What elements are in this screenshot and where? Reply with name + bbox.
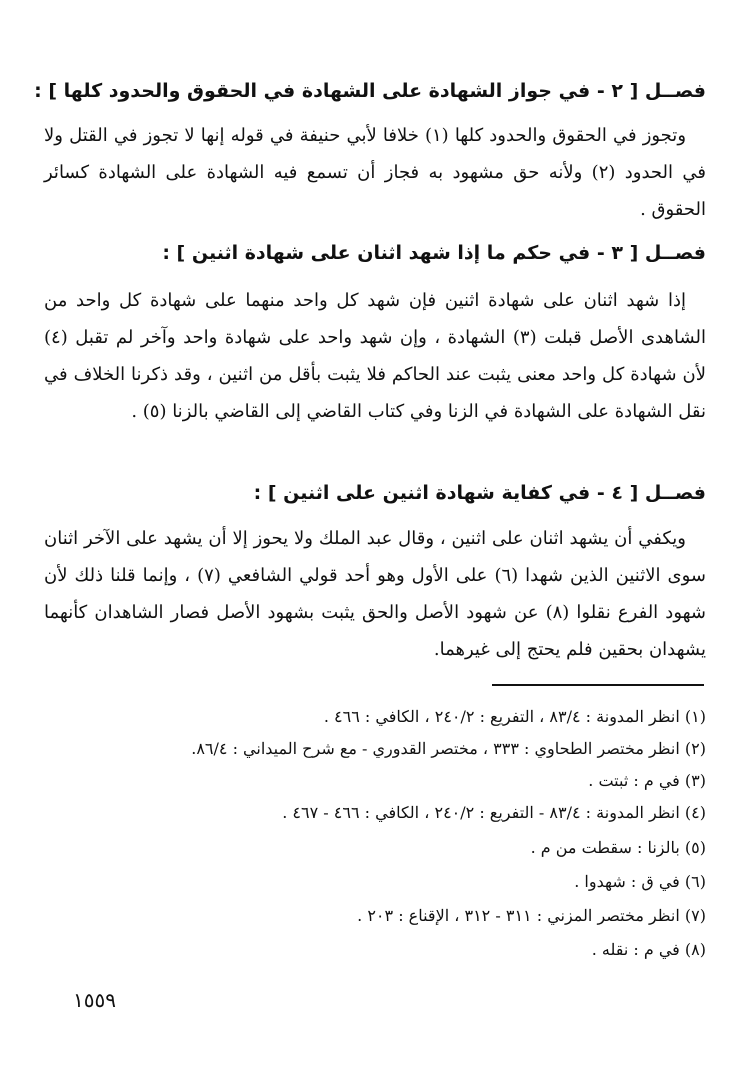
section-body-3: إذا شهد اثنان على شهادة اثنين فإن شهد كل واحد منهما على شهادة كل واحد من الشاهدى الأصل قبلت (٣) الشهادة ، وإن شهد واحد على شهادة واحد وآخر لم تقبل (٤) لأن شهادة كل واحد معنى يثبت عند الحاكم فلا يثبت بأقل من اثنين ، وقد ذكرنا الخلاف في نقل الشهادة على الشهادة في الزنا وفي كتاب القاضي إلى القاضي بالزنا (٥) . <box>44 290 706 422</box>
footnote-2: (٢) انظر مختصر الطحاوي : ٣٣٣ ، مختصر القدوري - مع شرح الميداني : ٨٦/٤. <box>191 739 706 758</box>
footnote-6: (٦) في ق : شهدوا . <box>574 872 706 891</box>
footnote-7: (٧) انظر مختصر المزني : ٣١١ - ٣١٢ ، الإقناع : ٢٠٣ . <box>357 906 706 925</box>
footnote-1: (١) انظر المدونة : ٨٣/٤ ، التفريع : ٢٤٠/٢ ، الكافي : ٤٦٦ . <box>323 707 706 726</box>
section-body-2: وتجوز في الحقوق والحدود كلها (١) خلافا لأبي حنيفة في قوله إنها لا تجوز في القتل ولا في الحدود (٢) ولأنه حق مشهود به فجاز أن تسمع فيه الشهادة على الشهادة كسائر الحقوق . <box>44 125 706 220</box>
section-heading-3: فصــل [ ٣ - في حكم ما إذا شهد اثنان على شهادة اثنين ] : <box>162 242 706 264</box>
section-body-4: ويكفي أن يشهد اثنان على اثنين ، وقال عبد الملك ولا يحوز إلا أن يشهد على الآخر اثنان سوى الاثنين الذين شهدا (٦) على الأول وهو أحد قولي الشافعي (٧) ، وإنما قلنا ذلك لأن شهود الفرع نقلوا (٨) عن شهود الأصل والحق يثبت بشهود الأصل فصار الشاهدان كأنهما يشهدان بحقين فلم يحتج إلى غيرهما. <box>44 528 707 660</box>
footnote-3: (٣) في م : ثبتت . <box>588 771 706 790</box>
footnote-8: (٨) في م : نقله . <box>591 940 706 959</box>
footnote-5: (٥) بالزنا : سقطت من م . <box>530 838 706 857</box>
footnote-separator <box>492 684 704 686</box>
footnote-4: (٤) انظر المدونة : ٨٣/٤ - التفريع : ٢٤٠/٢ ، الكافي : ٤٦٦ - ٤٦٧ . <box>282 803 706 822</box>
section-heading-2: فصــل [ ٢ - في جواز الشهادة على الشهادة في الحقوق والحدود كلها ] : <box>34 80 706 102</box>
section-heading-4: فصــل [ ٤ - في كفاية شهادة اثنين على اثنين ] : <box>253 482 706 504</box>
page-number: ١٥٥٩ <box>73 988 116 1012</box>
